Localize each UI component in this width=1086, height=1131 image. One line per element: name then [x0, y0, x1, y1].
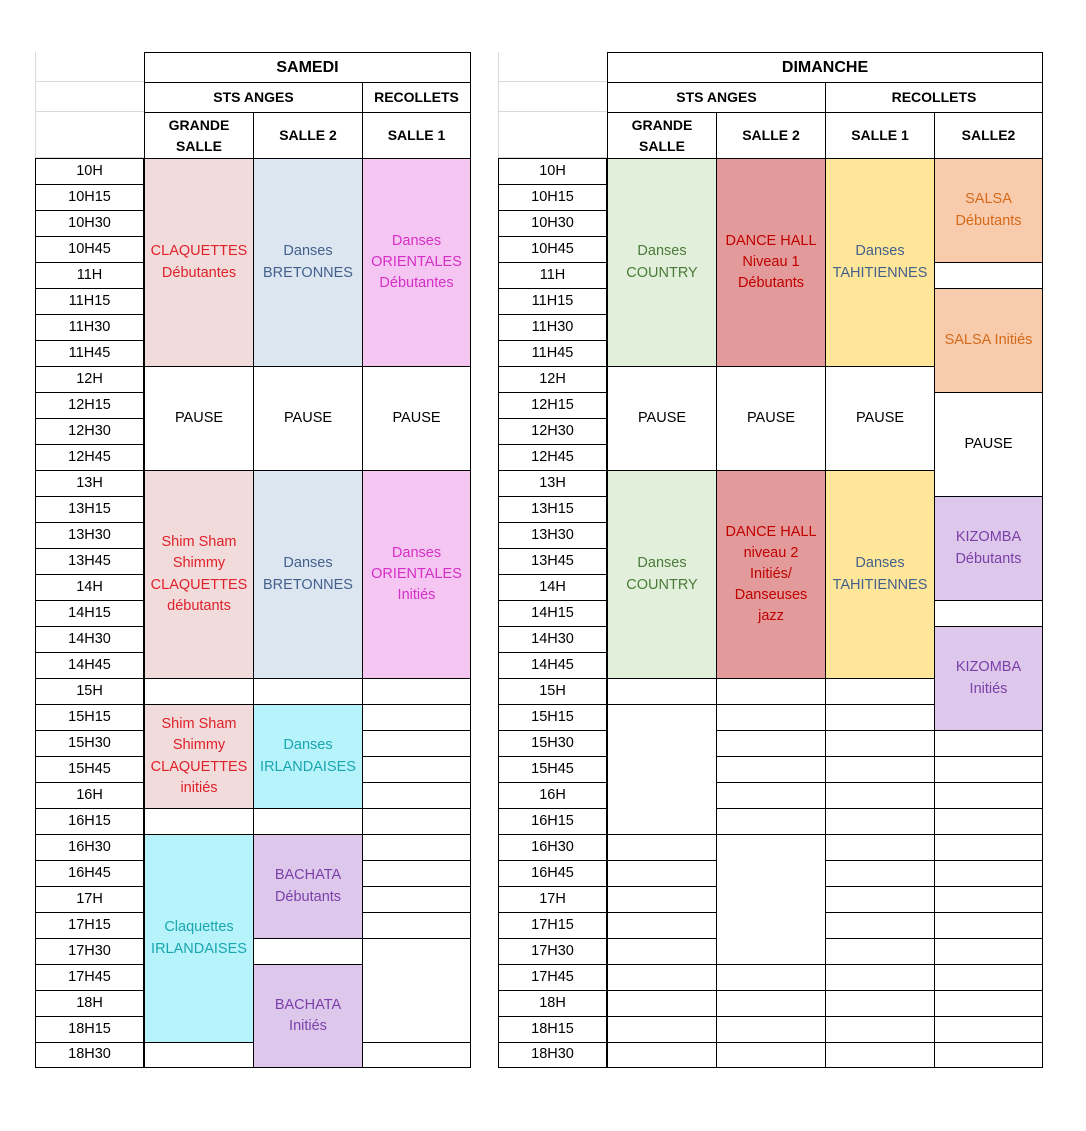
event-kizomba-inities: KIZOMBA Initiés: [934, 626, 1043, 730]
empty-slot: [362, 912, 471, 938]
empty-slot: [716, 782, 825, 808]
empty-slot: [934, 964, 1043, 990]
empty-slot: [934, 1016, 1043, 1042]
time-cell: 12H30: [35, 418, 144, 444]
event-danses-irlandaises: Danses IRLANDAISES: [253, 704, 362, 808]
empty-slot: [607, 678, 716, 704]
time-cell: 13H45: [35, 548, 144, 574]
time-cell: 16H45: [35, 860, 144, 886]
time-cell: 12H30: [498, 418, 607, 444]
time-cell: 14H30: [35, 626, 144, 652]
event-danses-bretonnes: Danses BRETONNES: [253, 470, 362, 678]
time-cell: 16H30: [498, 834, 607, 860]
empty-slot: [253, 678, 362, 704]
time-cell: 10H30: [498, 210, 607, 236]
time-cell: 10H: [498, 158, 607, 184]
empty-slot: [716, 730, 825, 756]
time-cell: 14H: [35, 574, 144, 600]
empty-slot: [934, 730, 1043, 756]
empty-slot: [362, 808, 471, 834]
empty-slot: [934, 262, 1043, 288]
empty-slot: [825, 808, 934, 834]
empty-slot: [934, 756, 1043, 782]
time-cell: 18H15: [35, 1016, 144, 1042]
time-cell: 13H30: [498, 522, 607, 548]
time-cell: 15H: [35, 678, 144, 704]
event-shim-sham-claquettes-inities: Shim Sham Shimmy CLAQUETTES initiés: [144, 704, 253, 808]
empty-slot: [934, 834, 1043, 860]
empty-slot: [144, 678, 253, 704]
empty-slot: [825, 756, 934, 782]
time-cell: 12H: [35, 366, 144, 392]
time-cell: 12H45: [35, 444, 144, 470]
empty-slot: [607, 1016, 716, 1042]
time-cell: 12H15: [498, 392, 607, 418]
empty-slot: [362, 704, 471, 730]
empty-slot: [934, 782, 1043, 808]
time-cell: 11H45: [35, 340, 144, 366]
empty-slot: [607, 1042, 716, 1068]
empty-slot: [607, 886, 716, 912]
room-header: SALLE 2: [253, 112, 362, 158]
event-danses-orientales-inities: Danses ORIENTALES Initiés: [362, 470, 471, 678]
time-cell: 11H45: [498, 340, 607, 366]
time-cell: 17H45: [498, 964, 607, 990]
event-claquettes-irlandaises: Claquettes IRLANDAISES: [144, 834, 253, 1042]
empty-slot: [825, 730, 934, 756]
venue-header: RECOLLETS: [362, 82, 471, 112]
time-cell: 12H: [498, 366, 607, 392]
day-title: SAMEDI: [144, 52, 471, 82]
venue-header: STS ANGES: [144, 82, 362, 112]
empty-slot: [934, 938, 1043, 964]
time-cell: 14H45: [498, 652, 607, 678]
time-cell: 13H30: [35, 522, 144, 548]
time-cell: 15H45: [35, 756, 144, 782]
empty-slot: [716, 964, 825, 990]
empty-slot: [825, 938, 934, 964]
time-cell: 17H30: [498, 938, 607, 964]
time-cell: 16H45: [498, 860, 607, 886]
room-header: SALLE 1: [362, 112, 471, 158]
empty-slot: [825, 782, 934, 808]
empty-slot: [362, 782, 471, 808]
event-bachata-debutants: BACHATA Débutants: [253, 834, 362, 938]
empty-slot: [934, 1042, 1043, 1068]
empty-slot: [825, 704, 934, 730]
time-cell: 11H: [35, 262, 144, 288]
empty-slot: [362, 756, 471, 782]
empty-slot: [362, 730, 471, 756]
event-salsa-inities: SALSA Initiés: [934, 288, 1043, 392]
event-danses-bretonnes: Danses BRETONNES: [253, 158, 362, 366]
corner-cell: [35, 52, 144, 82]
event-pause: PAUSE: [934, 392, 1043, 496]
empty-slot: [362, 834, 471, 860]
empty-slot: [716, 1042, 825, 1068]
event-dance-hall-niveau1-debutants: DANCE HALL Niveau 1 Débutants: [716, 158, 825, 366]
time-cell: 14H45: [35, 652, 144, 678]
empty-slot: [607, 912, 716, 938]
time-cell: 14H30: [498, 626, 607, 652]
time-cell: 13H: [35, 470, 144, 496]
empty-slot: [825, 1042, 934, 1068]
empty-slot: [607, 860, 716, 886]
room-header: GRANDE SALLE: [607, 112, 716, 158]
time-cell: 16H30: [35, 834, 144, 860]
time-cell: 14H: [498, 574, 607, 600]
time-cell: 10H: [35, 158, 144, 184]
time-cell: 16H15: [35, 808, 144, 834]
empty-slot: [716, 1016, 825, 1042]
time-cell: 15H15: [498, 704, 607, 730]
time-cell: 11H30: [35, 314, 144, 340]
empty-slot: [362, 886, 471, 912]
empty-slot: [825, 678, 934, 704]
empty-slot: [825, 912, 934, 938]
room-header: SALLE 2: [716, 112, 825, 158]
event-claquettes-debutants: CLAQUETTES Débutantes: [144, 158, 253, 366]
event-salsa-debutants: SALSA Débutants: [934, 158, 1043, 262]
empty-slot: [144, 1042, 253, 1068]
event-pause: PAUSE: [607, 366, 716, 470]
empty-slot: [825, 860, 934, 886]
empty-slot: [825, 1016, 934, 1042]
empty-slot: [362, 860, 471, 886]
time-cell: 10H30: [35, 210, 144, 236]
time-cell: 12H45: [498, 444, 607, 470]
time-cell: 18H15: [498, 1016, 607, 1042]
time-cell: 10H45: [35, 236, 144, 262]
time-cell: 10H45: [498, 236, 607, 262]
empty-slot: [607, 834, 716, 860]
event-pause: PAUSE: [144, 366, 253, 470]
time-cell: 12H15: [35, 392, 144, 418]
event-danses-orientales-debutantes: Danses ORIENTALES Débutantes: [362, 158, 471, 366]
time-cell: 18H: [498, 990, 607, 1016]
empty-slot: [144, 808, 253, 834]
event-pause: PAUSE: [825, 366, 934, 470]
time-cell: 15H30: [498, 730, 607, 756]
empty-slot: [825, 834, 934, 860]
time-cell: 14H15: [35, 600, 144, 626]
venue-header: RECOLLETS: [825, 82, 1043, 112]
time-cell: 18H30: [35, 1042, 144, 1068]
empty-slot: [716, 990, 825, 1016]
venue-header: STS ANGES: [607, 82, 825, 112]
event-shim-sham-claquettes-debutants: Shim Sham Shimmy CLAQUETTES débutants: [144, 470, 253, 678]
corner-cell: [498, 112, 607, 158]
empty-slot: [934, 886, 1043, 912]
empty-slot: [934, 990, 1043, 1016]
time-cell: 11H30: [498, 314, 607, 340]
time-cell: 18H: [35, 990, 144, 1016]
time-cell: 17H15: [498, 912, 607, 938]
time-cell: 13H15: [498, 496, 607, 522]
time-cell: 17H15: [35, 912, 144, 938]
empty-slot: [362, 1042, 471, 1068]
time-cell: 16H: [498, 782, 607, 808]
time-cell: 17H: [498, 886, 607, 912]
time-cell: 17H30: [35, 938, 144, 964]
time-cell: 17H: [35, 886, 144, 912]
empty-slot: [362, 938, 471, 1042]
time-cell: 16H: [35, 782, 144, 808]
empty-slot: [716, 808, 825, 834]
empty-slot: [253, 808, 362, 834]
time-cell: 15H45: [498, 756, 607, 782]
event-pause: PAUSE: [716, 366, 825, 470]
empty-slot: [607, 704, 716, 834]
event-danses-country: Danses COUNTRY: [607, 470, 716, 678]
event-danses-tahitiennes: Danses TAHITIENNES: [825, 158, 934, 366]
time-cell: 15H30: [35, 730, 144, 756]
time-cell: 15H: [498, 678, 607, 704]
time-cell: 13H: [498, 470, 607, 496]
time-cell: 14H15: [498, 600, 607, 626]
event-bachata-inities: BACHATA Initiés: [253, 964, 362, 1068]
time-cell: 11H15: [498, 288, 607, 314]
corner-cell: [498, 52, 607, 82]
empty-slot: [253, 938, 362, 964]
empty-slot: [716, 756, 825, 782]
event-kizomba-debutants: KIZOMBA Débutants: [934, 496, 1043, 600]
day-title: DIMANCHE: [607, 52, 1043, 82]
empty-slot: [934, 808, 1043, 834]
corner-cell: [498, 82, 607, 112]
time-cell: 11H: [498, 262, 607, 288]
corner-cell: [35, 112, 144, 158]
event-danses-tahitiennes: Danses TAHITIENNES: [825, 470, 934, 678]
event-dance-hall-niveau2-inities: DANCE HALL niveau 2 Initiés/ Danseuses jazz: [716, 470, 825, 678]
empty-slot: [934, 912, 1043, 938]
room-header: SALLE2: [934, 112, 1043, 158]
empty-slot: [716, 704, 825, 730]
event-danses-country: Danses COUNTRY: [607, 158, 716, 366]
corner-cell: [35, 82, 144, 112]
empty-slot: [362, 678, 471, 704]
empty-slot: [934, 600, 1043, 626]
time-cell: 10H15: [498, 184, 607, 210]
samedi-schedule-table: [35, 52, 471, 1068]
time-cell: 13H45: [498, 548, 607, 574]
time-cell: 18H30: [498, 1042, 607, 1068]
empty-slot: [607, 990, 716, 1016]
time-cell: 15H15: [35, 704, 144, 730]
empty-slot: [825, 886, 934, 912]
time-cell: 10H15: [35, 184, 144, 210]
empty-slot: [716, 834, 825, 964]
event-pause: PAUSE: [253, 366, 362, 470]
empty-slot: [607, 938, 716, 964]
time-cell: 11H15: [35, 288, 144, 314]
empty-slot: [607, 964, 716, 990]
time-cell: 17H45: [35, 964, 144, 990]
dimanche-schedule-table: [498, 52, 1043, 1068]
empty-slot: [825, 990, 934, 1016]
empty-slot: [716, 678, 825, 704]
empty-slot: [934, 860, 1043, 886]
time-cell: 16H15: [498, 808, 607, 834]
room-header: GRANDE SALLE: [144, 112, 253, 158]
time-cell: 13H15: [35, 496, 144, 522]
event-pause: PAUSE: [362, 366, 471, 470]
empty-slot: [825, 964, 934, 990]
room-header: SALLE 1: [825, 112, 934, 158]
